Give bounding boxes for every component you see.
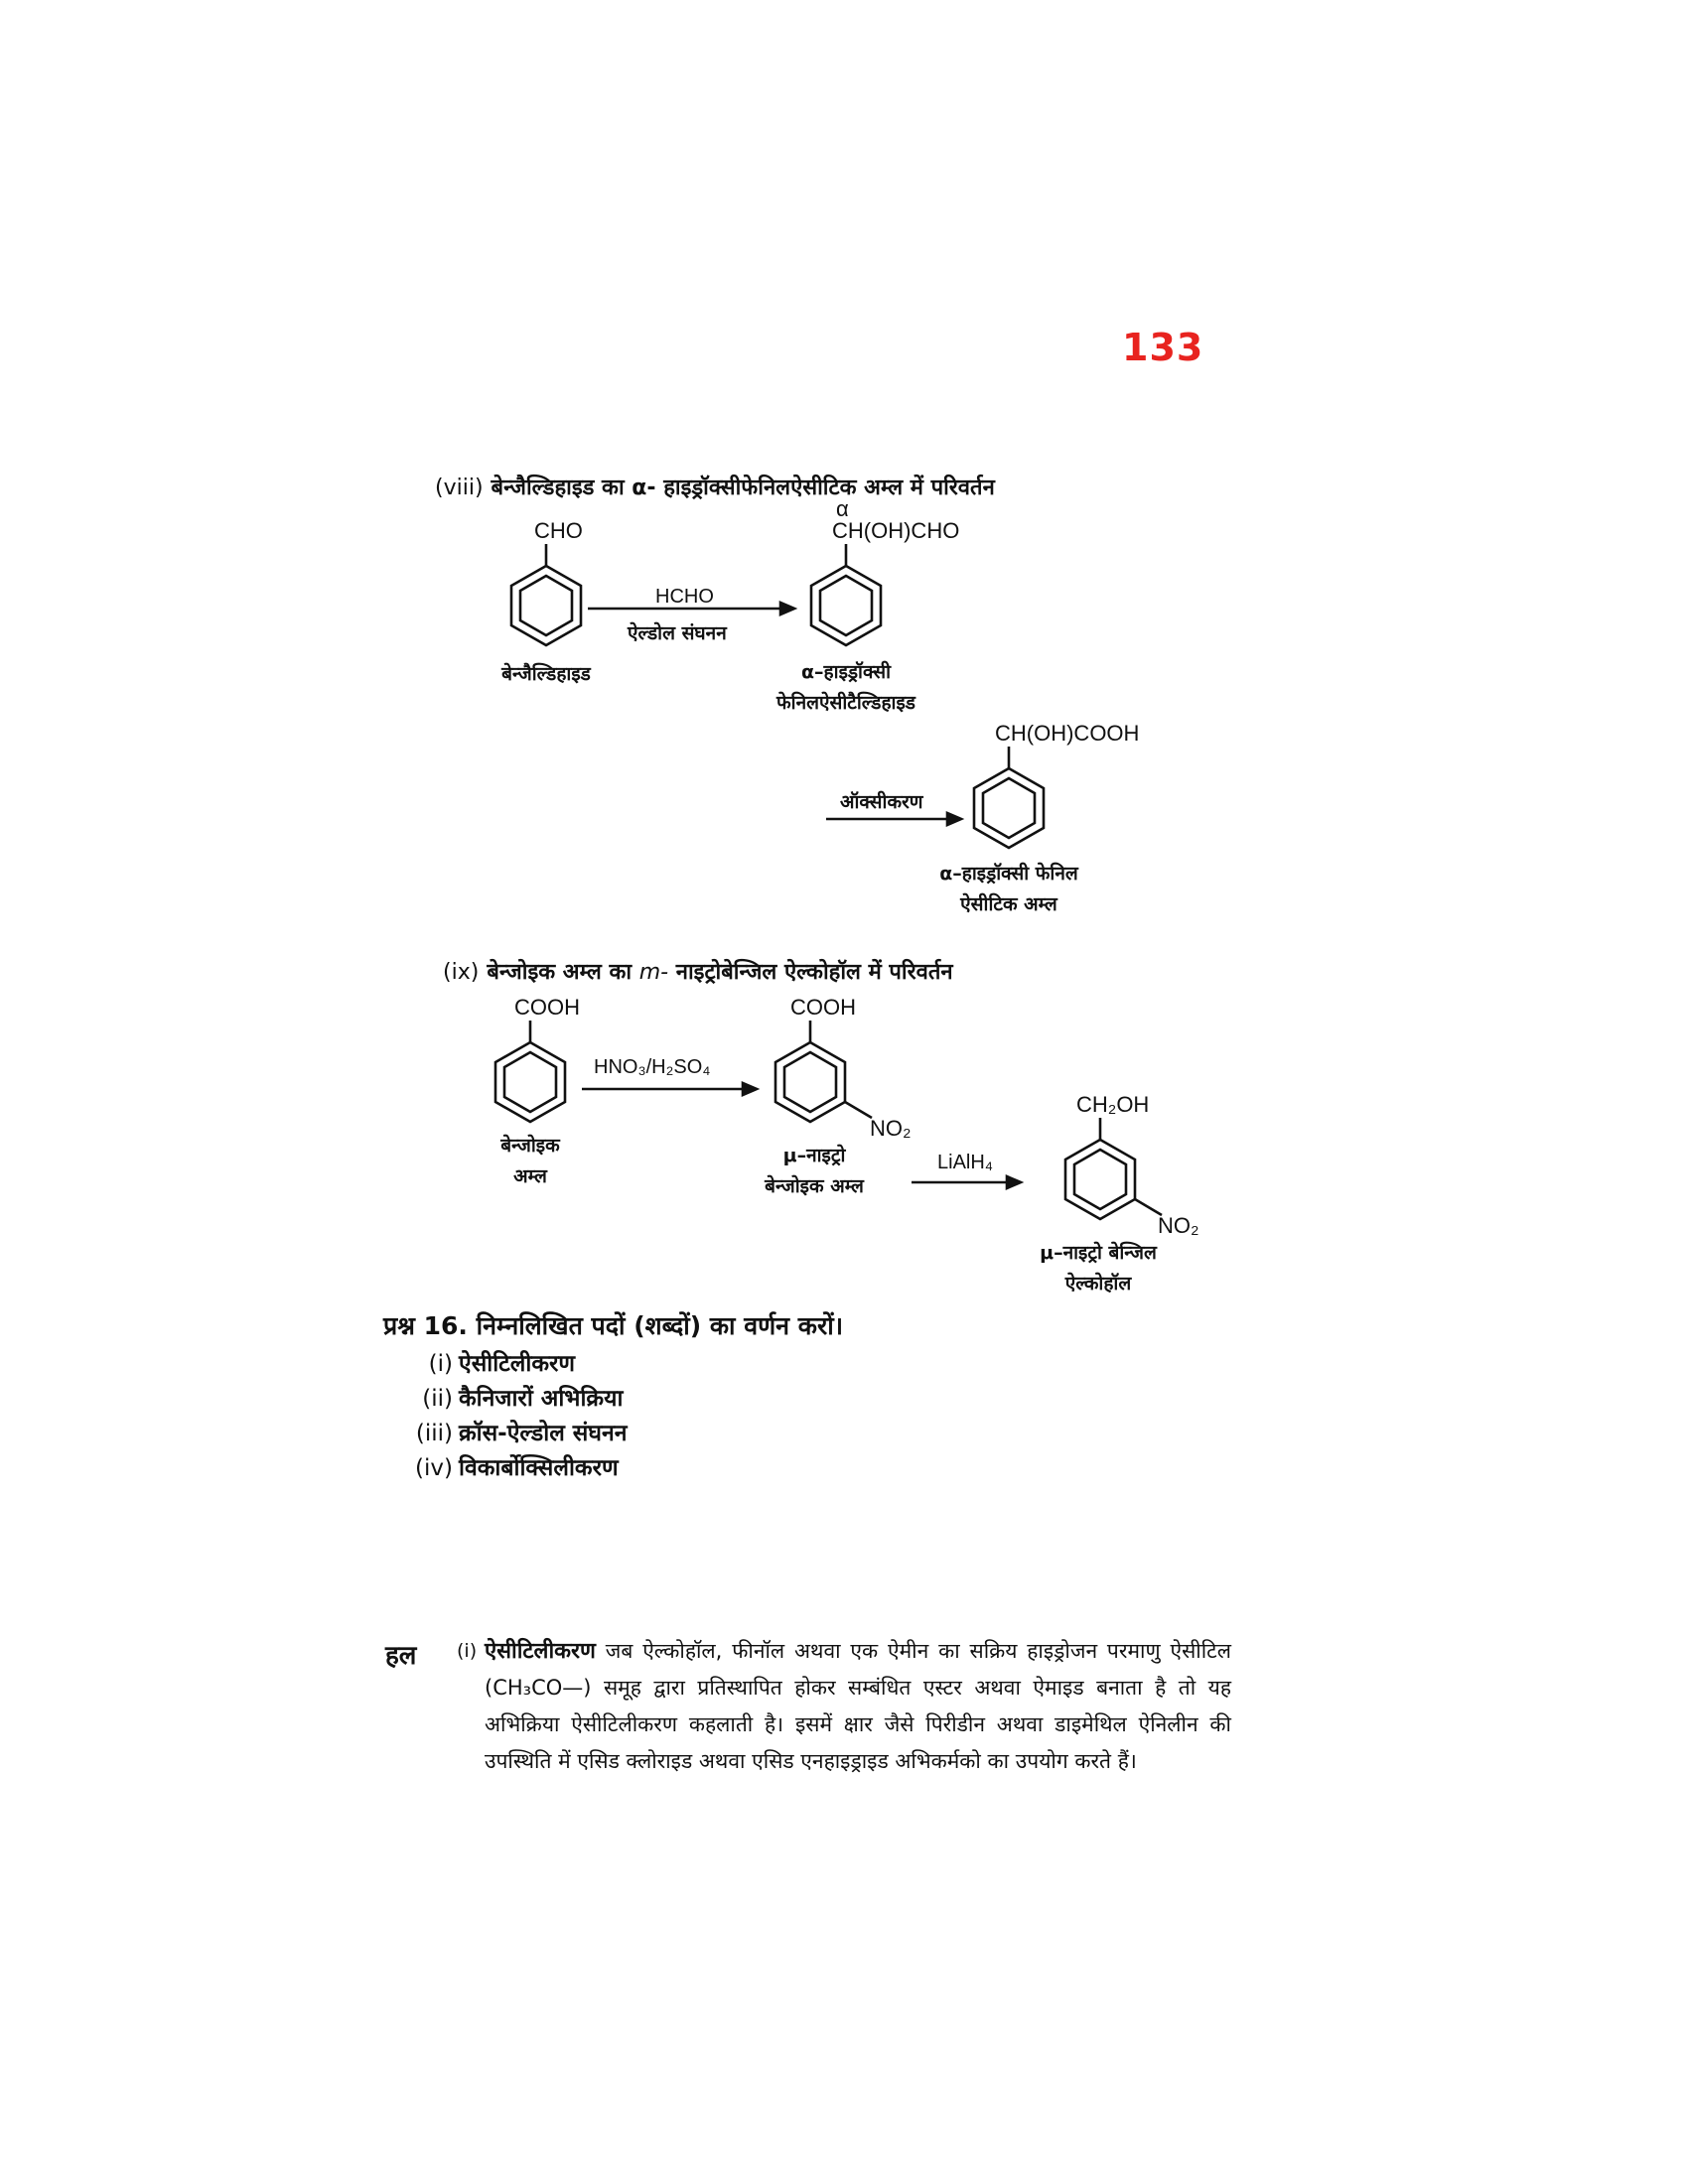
- part-viii-roman: (viii): [435, 476, 484, 500]
- benzoic-acid-group: COOH: [514, 995, 580, 1020]
- question-item-4: [407, 1450, 619, 1482]
- question-item-2-text: कैनिजारों अभिक्रिया: [459, 1386, 624, 1412]
- part-viii-title: बेन्जैल्डिहाइड का α- हाइड्रॉक्सीफेनिलऐसीटिक अम्ल में परिवर्तन: [491, 476, 995, 500]
- reagent-nitration: HNO₃/H₂SO₄: [594, 1056, 711, 1078]
- part-ix-title-2: नाइट्रोबेन्जिल ऐल्कोहॉल में परिवर्तन: [668, 960, 953, 985]
- nitrobenzyl-alcohol-nitro: NO₂: [1158, 1213, 1199, 1238]
- benzoic-acid-name-2: अम्ल: [513, 1165, 547, 1187]
- product-viii-name-1: α–हाइड्रॉक्सी फेनिल: [939, 863, 1078, 885]
- benzoic-acid-name-1: बेन्जोइक: [500, 1135, 560, 1157]
- product-viii-name-2: ऐसीटिक अम्ल: [960, 893, 1057, 915]
- question-item-3-roman: (iii): [415, 1421, 453, 1446]
- part-ix-title-m: m-: [638, 960, 669, 985]
- nitrobenzyl-alcohol-group: CH₂OH: [1076, 1092, 1150, 1117]
- question-item-4-text: विकार्बोक्सिलीकरण: [459, 1455, 619, 1481]
- solution-body: [457, 1633, 1231, 1780]
- nitrobenzoic-acid-name-1: μ–नाइट्रो: [782, 1145, 846, 1166]
- question-item-2: [407, 1381, 623, 1413]
- nitrobenzyl-alcohol-name-1: μ–नाइट्रो बेन्जिल: [1040, 1242, 1157, 1264]
- condition-oxidation: ऑक्सीकरण: [840, 791, 923, 813]
- intermediate-ring: [796, 544, 896, 659]
- arrow-reduction: [912, 1175, 1023, 1189]
- alpha-mark: α: [836, 496, 849, 521]
- condition-aldol: ऐल्डोल संघनन: [628, 622, 727, 644]
- reagent-hcho: HCHO: [655, 586, 714, 608]
- product-viii-group: CH(OH)COOH: [995, 721, 1140, 746]
- product-viii-ring: [959, 747, 1058, 862]
- solution-text: जब ऐल्कोहॉल, फीनॉल अथवा एक ऐमीन का सक्रिय हाइड्रोजन परमाणु ऐसीटिल (CH₃CO—) समूह द्वारा प्रतिस्थापित होकर सम्बंधित एस्टर अथवा ऐमाइड बनाता है तो यह अभिक्रिया ऐसीटिलीकरण कहलाती है। इसमें क्षार जैसे पिरीडीन अथवा डाइमेथिल ऐनिलीन की उपस्थिति में एसिड क्लोराइड अथवा एसिड एनहाइड्राइड अभिकर्मको का उपयोग करते हैं।: [485, 1639, 1231, 1773]
- reagent-lialh4: LiAlH₄: [937, 1152, 993, 1173]
- benzaldehyde-name: बेन्जैल्डिहाइड: [501, 663, 591, 685]
- question-item-1-roman: (i): [428, 1351, 453, 1377]
- nitrobenzoic-acid-group: COOH: [790, 995, 856, 1020]
- benzaldehyde-ring: [496, 544, 596, 659]
- part-ix-heading: [443, 956, 953, 986]
- nitrobenzyl-alcohol-name-2: ऐल्कोहॉल: [1064, 1273, 1132, 1295]
- arrow-aldol: [588, 602, 796, 615]
- intermediate-name-2: फेनिलऐसीटैल्डिहाइड: [776, 692, 915, 714]
- question-item-3: [407, 1416, 627, 1447]
- question-item-1: [407, 1346, 575, 1378]
- question-item-2-roman: (ii): [422, 1386, 453, 1412]
- part-viii-heading: [435, 472, 995, 501]
- question-item-1-text: ऐसीटिलीकरण: [459, 1351, 576, 1377]
- nitrobenzoic-acid-nitro: NO₂: [870, 1116, 912, 1141]
- part-ix-title-1: बेन्जोइक अम्ल का: [487, 960, 639, 985]
- arrow-nitration: [582, 1082, 759, 1096]
- solution-roman: (i): [457, 1640, 478, 1662]
- part-ix-roman: (ix): [443, 960, 480, 985]
- benzaldehyde-group: CHO: [534, 518, 583, 543]
- solution-term: ऐसीटिलीकरण: [485, 1639, 596, 1664]
- question-item-3-text: क्रॉस-ऐल्डोल संघनन: [459, 1421, 628, 1446]
- intermediate-name-1: α–हाइड्रॉक्सी: [801, 661, 891, 683]
- question-16-title: प्रश्न 16. निम्नलिखित पदों (शब्दों) का वर्णन करों।: [383, 1311, 844, 1340]
- intermediate-group: CH(OH)CHO: [832, 518, 960, 543]
- question-item-4-roman: (iv): [415, 1455, 453, 1481]
- arrow-oxidation: [826, 812, 963, 826]
- page-number: 133: [1122, 326, 1204, 369]
- benzoic-acid-ring: [481, 1021, 580, 1136]
- solution-label: हल: [385, 1641, 417, 1671]
- nitrobenzoic-acid-name-2: बेन्जोइक अम्ल: [765, 1175, 864, 1197]
